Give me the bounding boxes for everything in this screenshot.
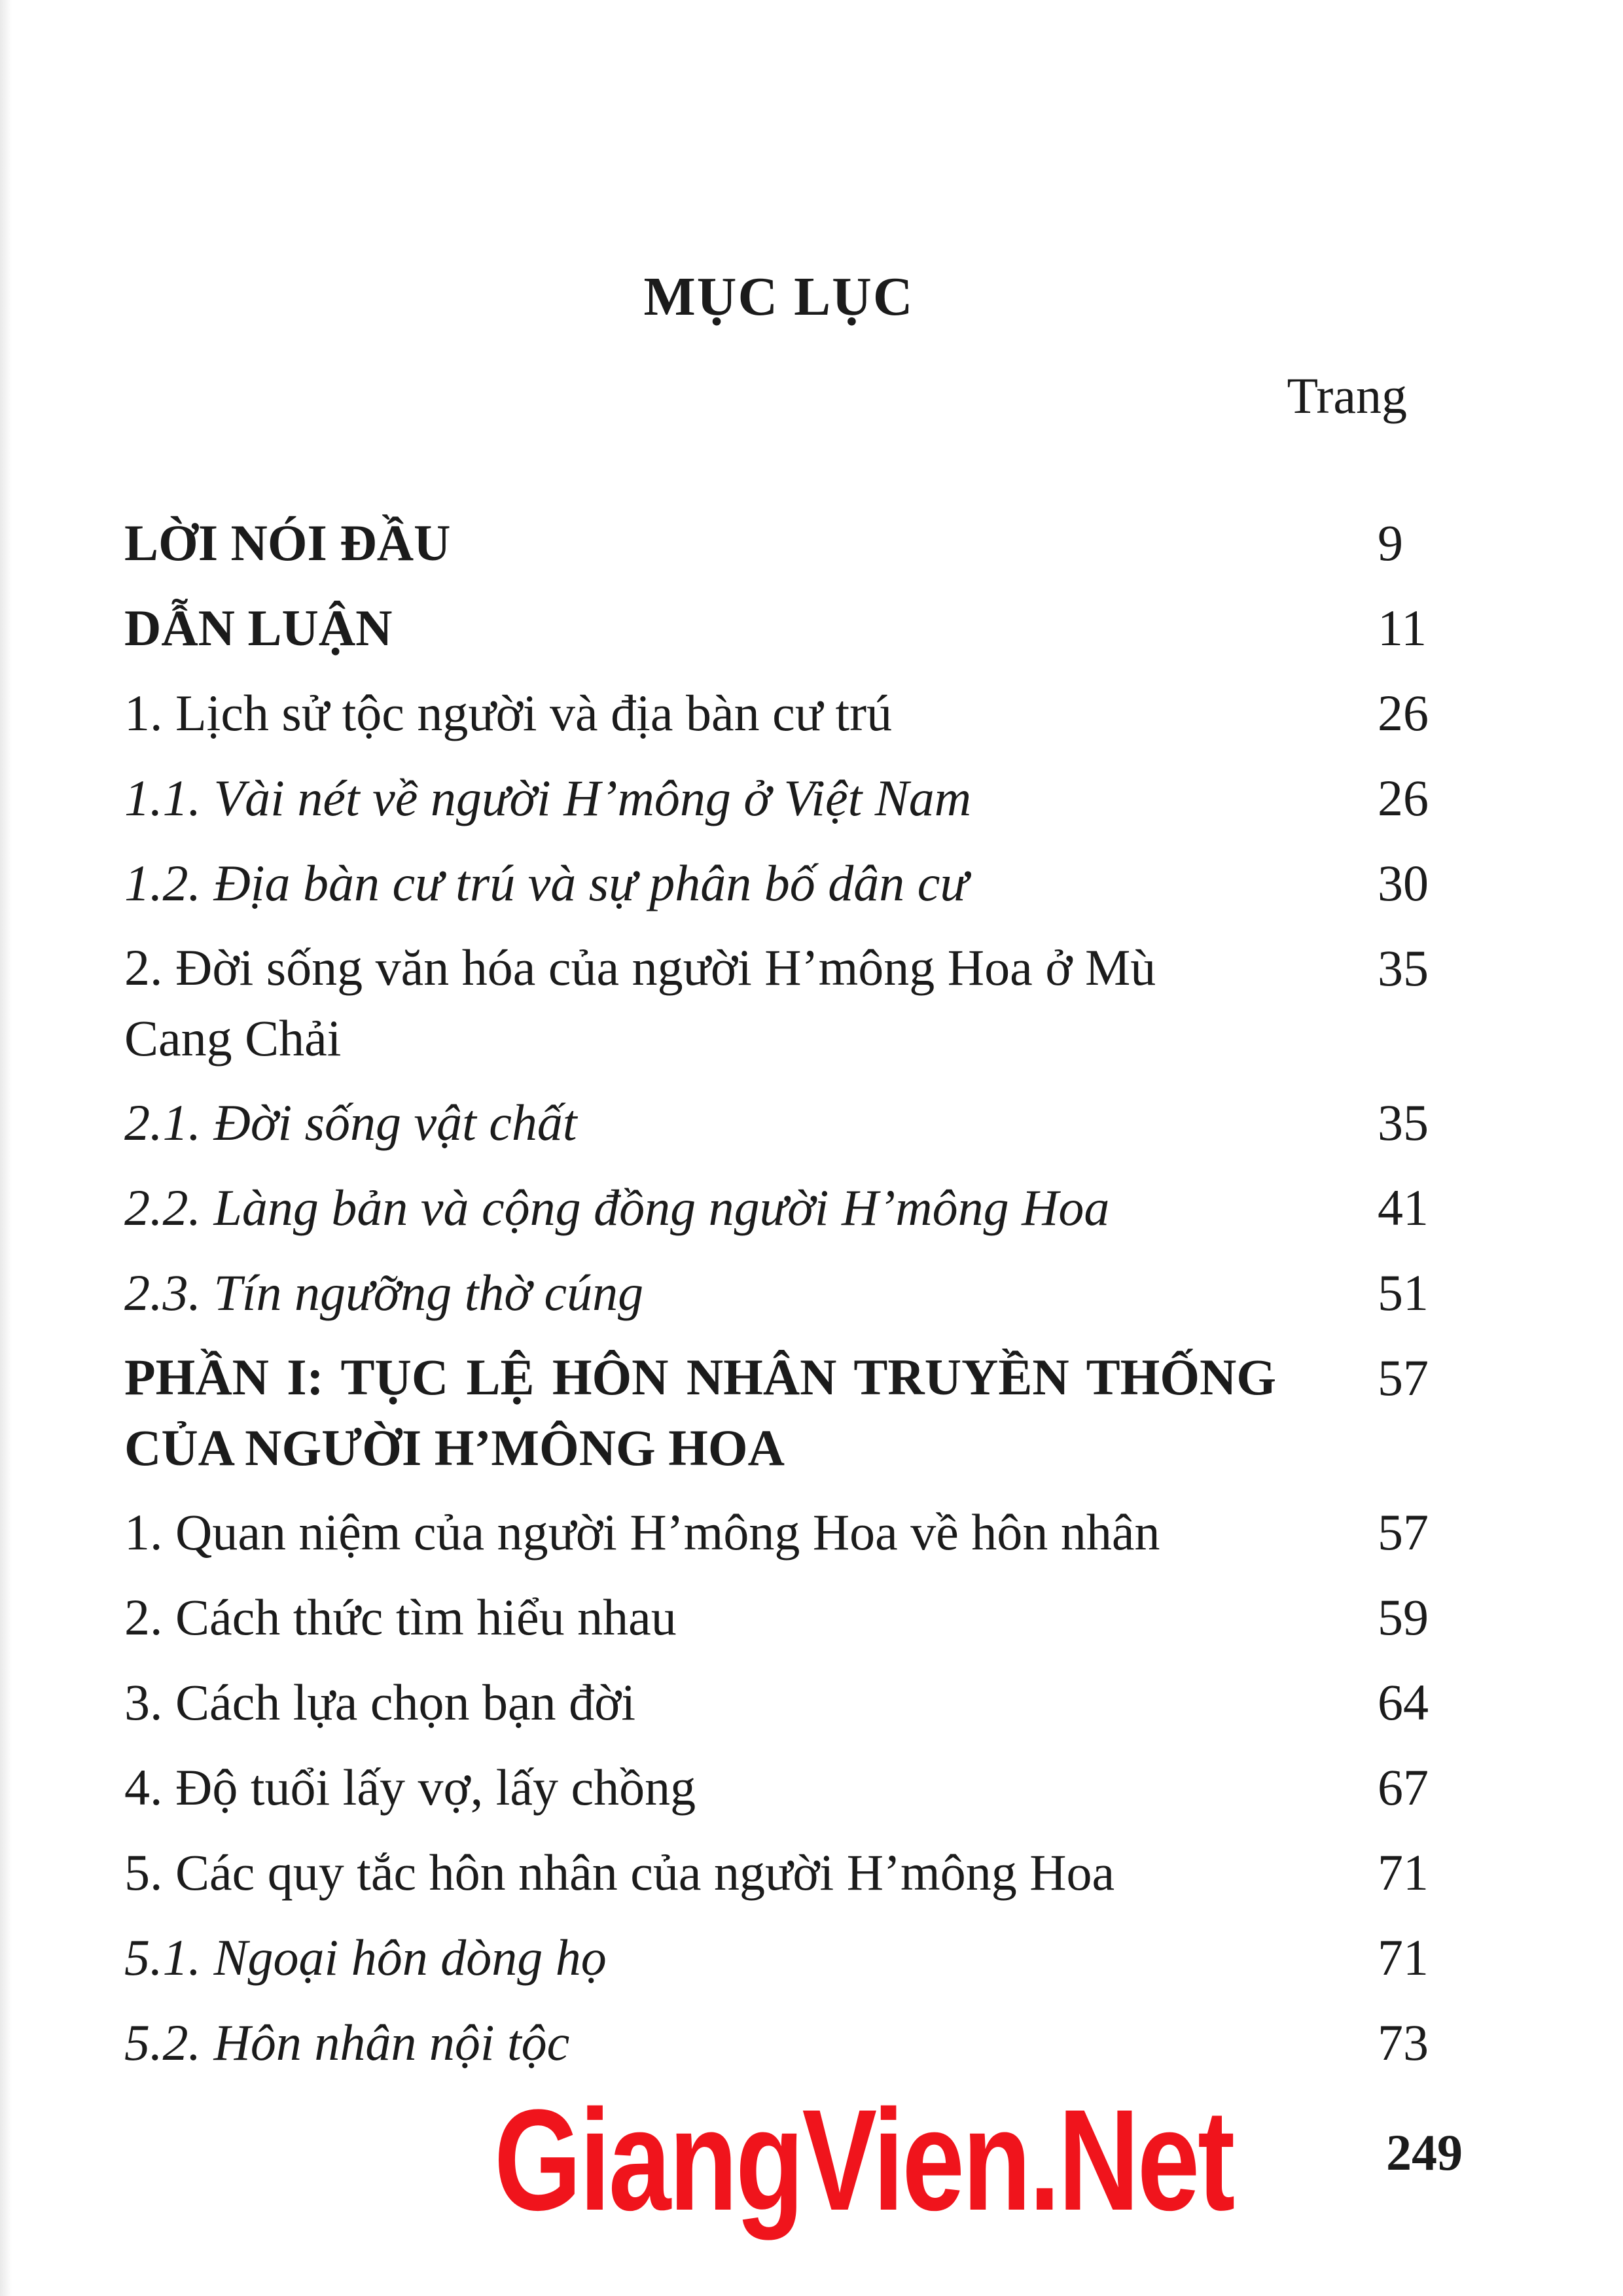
toc-entry-page: 9: [1378, 514, 1403, 571]
toc-entry-label: 1.2. Địa bàn cư trú và sự phân bố dân cư: [124, 855, 968, 911]
toc-entry-page: 26: [1378, 769, 1429, 826]
toc-entry: [124, 592, 1472, 664]
toc-title: [0, 265, 1623, 328]
toc-entry-page: 71: [1378, 1844, 1429, 1901]
toc-entry-label: 2.1. Đời sống vật chất: [124, 1094, 577, 1151]
toc-entry-label: 1.1. Vài nét về người H’mông ở Việt Nam: [124, 769, 972, 826]
toc-entry-label: 5.1. Ngoại hôn dòng họ: [124, 1929, 607, 1986]
toc-entry-page: 64: [1378, 1674, 1429, 1731]
toc-entry-page: 35: [1378, 1094, 1429, 1151]
toc-entry-label: LỜI NÓI ĐẦU: [124, 514, 451, 571]
toc-entry-page: 11: [1378, 599, 1427, 656]
toc-entry: [124, 762, 1472, 834]
toc-entry-page: 51: [1378, 1264, 1429, 1321]
toc-entry-label: 5.2. Hôn nhân nội tộc: [124, 2014, 570, 2071]
toc-entry: [124, 1752, 1472, 1824]
page-column-header: Trang: [1287, 367, 1407, 424]
toc-entry-label: 4. Độ tuổi lấy vợ, lấy chồng: [124, 1759, 696, 1816]
table-of-contents: [124, 507, 1472, 2092]
toc-entry-page: 57: [1378, 1504, 1429, 1561]
toc-entry: [124, 677, 1472, 749]
toc-entry-label: DẪN LUẬN: [124, 599, 393, 656]
toc-entry: [124, 1172, 1472, 1244]
toc-entry-label: 1. Lịch sử tộc người và địa bàn cư trú: [124, 684, 893, 741]
toc-entry-page: 26: [1378, 684, 1429, 741]
toc-title-text: MỤC LỤC: [643, 266, 914, 327]
scan-shadow-edge: [0, 0, 12, 2296]
toc-entry-page: 67: [1378, 1759, 1429, 1816]
watermark-logo: GiangVien.Net: [494, 2079, 1234, 2240]
toc-entry: [124, 507, 1472, 579]
toc-entry-page: 41: [1378, 1179, 1429, 1236]
toc-entry: [124, 1667, 1472, 1739]
toc-entry: [124, 2007, 1472, 2079]
toc-entry-label: 2. Cách thức tìm hiểu nhau: [124, 1589, 677, 1646]
toc-entry-page: 73: [1378, 2014, 1429, 2071]
toc-entry-page: 59: [1378, 1589, 1429, 1646]
toc-entry: [124, 1087, 1472, 1159]
toc-entry-label: PHẦN I: TỤC LỆ HÔN NHÂN TRUYỀN THỐNG CỦA NGƯỜI H’MÔNG HOA: [124, 1349, 1276, 1476]
toc-entry-label: 5. Các quy tắc hôn nhân của người H’mông Hoa: [124, 1844, 1115, 1901]
page-number: 249: [1386, 2124, 1463, 2181]
toc-entry: [124, 1257, 1472, 1329]
toc-entry: [124, 847, 1472, 919]
toc-entry: [124, 1342, 1472, 1483]
toc-entry-page: 71: [1378, 1929, 1429, 1986]
toc-entry: [124, 1581, 1472, 1653]
toc-entry-label: 1. Quan niệm của người H’mông Hoa về hôn nhân: [124, 1504, 1160, 1561]
toc-entry-label: 2.2. Làng bản và cộng đồng người H’mông Hoa: [124, 1179, 1110, 1236]
toc-entry-label: 2.3. Tín ngưỡng thờ cúng: [124, 1264, 644, 1321]
toc-entry: [124, 1496, 1472, 1568]
toc-entry-page: 35: [1378, 940, 1429, 997]
toc-entry: [124, 932, 1472, 1074]
toc-entry-page: 57: [1378, 1349, 1429, 1406]
toc-entry-label: 2. Đời sống văn hóa của người H’mông Hoa ở Mù Cang Chải: [124, 939, 1156, 1067]
toc-entry: [124, 1837, 1472, 1909]
toc-entry-label: 3. Cách lựa chọn bạn đời: [124, 1674, 635, 1731]
toc-entry: [124, 1922, 1472, 1994]
toc-entry-page: 30: [1378, 855, 1429, 911]
